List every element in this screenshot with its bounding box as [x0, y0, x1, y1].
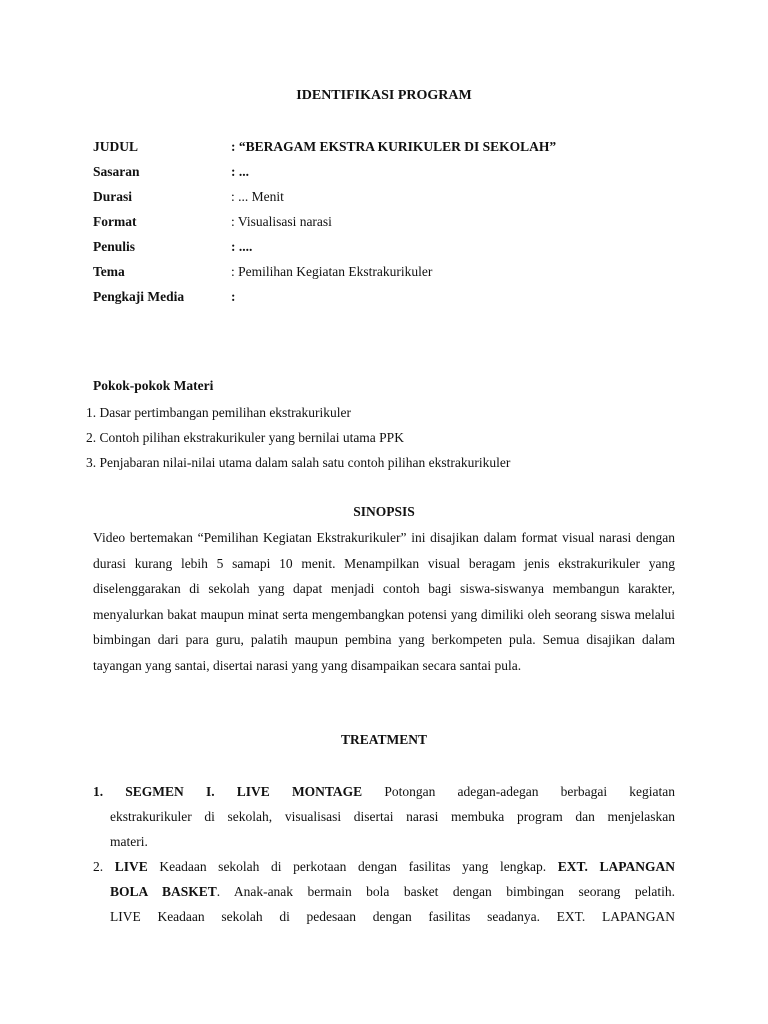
- id-label: Durasi: [93, 189, 133, 204]
- id-row-pengkaji-media: [93, 287, 713, 307]
- live-label: LIVE: [114, 859, 148, 874]
- treatment-line: materi.: [110, 834, 148, 849]
- item-text: Keadaan sekolah di perkotaan dengan fasilitas yang lengkap.: [159, 859, 547, 874]
- item-number: 1.: [93, 784, 104, 799]
- item-text: . Anak-anak bermain bola basket dengan bimbingan seorang pelatih.: [216, 884, 675, 899]
- sinopsis-heading: SINOPSIS: [353, 504, 415, 519]
- id-value: : Pemilihan Kegiatan Ekstrakurikuler: [231, 264, 433, 279]
- item-number: 2.: [93, 859, 104, 874]
- location-label: BOLA BASKET: [110, 884, 217, 899]
- treatment-heading: TREATMENT: [340, 732, 427, 747]
- materi-item: 3. Penjabaran nilai-nilai utama dalam salah satu contoh pilihan ekstrakurikuler: [86, 455, 511, 470]
- id-label: Pengkaji Media: [93, 289, 185, 304]
- treatment-line: LIVE Keadaan sekolah di pedesaan dengan fasilitas seadanya. EXT. LAPANGAN: [110, 909, 675, 924]
- materi-heading: Pokok-pokok Materi: [93, 378, 214, 393]
- treatment-line: ekstrakurikuler di sekolah, visualisasi disertai narasi membuka program dan menjelaskan: [110, 809, 675, 824]
- id-row-durasi: [93, 187, 713, 207]
- ext-label: EXT. LAPANGAN: [557, 859, 675, 874]
- id-label: JUDUL: [93, 139, 139, 154]
- treatment-line: [93, 854, 675, 879]
- id-row-format: [93, 212, 713, 232]
- id-value: :: [231, 289, 236, 304]
- treatment-line: [110, 879, 675, 904]
- segment-title: SEGMEN I. LIVE MONTAGE: [125, 784, 363, 799]
- sinopsis-paragraph: Video bertemakan “Pemilihan Kegiatan Ekstrakurikuler” ini disajikan dalam format visual narasi dengan durasi kurang lebih 5 samapi 10 menit. Menampilkan visual beragam jenis ekstrakurikuler yang diselenggarakan di sekolah yang dapat menjadi contoh bagi siswa-siswanya membangun karakter, menyalurkan bakat maupun minat serta mengembangkan potensi yang dimiliki oleh seorang siswa melalui bimbingan dari para guru, palatih maupun pembina yang berkompeten pula. Semua disajikan dalam tayangan yang santai, disertai narasi yang yang disampaikan secara santai pula.: [93, 530, 675, 673]
- id-row-penulis: [93, 237, 713, 257]
- treatment-line: [93, 779, 675, 804]
- id-value: : ....: [231, 239, 253, 254]
- id-label: Tema: [93, 264, 125, 279]
- id-row-tema: [93, 262, 713, 282]
- id-row-judul: [93, 137, 713, 157]
- id-value: : ... Menit: [231, 189, 284, 204]
- item-text: Potongan adegan-adegan berbagai kegiatan: [384, 784, 675, 799]
- id-value: : Visualisasi narasi: [231, 214, 332, 229]
- page-title: IDENTIFIKASI PROGRAM: [296, 88, 472, 103]
- id-label: Format: [93, 214, 137, 229]
- id-label: Sasaran: [93, 164, 140, 179]
- id-label: Penulis: [93, 239, 136, 254]
- id-row-sasaran: [93, 162, 713, 182]
- id-value: : “BERAGAM EKSTRA KURIKULER DI SEKOLAH”: [231, 139, 557, 154]
- id-value: : ...: [231, 164, 249, 179]
- materi-item: 2. Contoh pilihan ekstrakurikuler yang bernilai utama PPK: [86, 430, 404, 445]
- materi-item: 1. Dasar pertimbangan pemilihan ekstrakurikuler: [86, 405, 352, 420]
